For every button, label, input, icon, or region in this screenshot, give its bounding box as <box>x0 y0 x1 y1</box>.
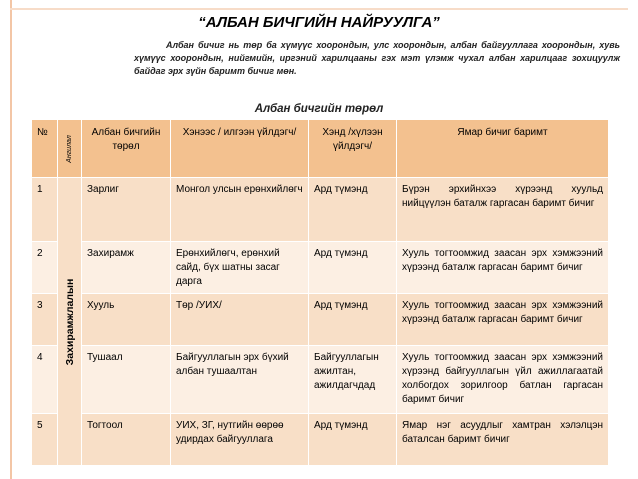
row-type: Зарлиг <box>82 178 171 242</box>
row-document: Хууль тогтоомжид заасан эрх хэмжээний хүрээнд баталж гаргасан баримт бичиг <box>397 294 609 346</box>
category-cell <box>58 178 82 466</box>
row-number: 4 <box>32 346 58 414</box>
slide-title: “АЛБАН БИЧГИЙН НАЙРУУЛГА” <box>198 14 440 31</box>
table-row <box>32 178 609 242</box>
row-number: 2 <box>32 242 58 294</box>
slide-frame-top <box>10 8 628 10</box>
header-issuer: Хэнээс / илгээн үйлдэгч/ <box>171 120 309 178</box>
row-recipient: Ард түмэнд <box>309 294 397 346</box>
row-document: Хууль тогтоомжид заасан эрх хэмжээний хүрээнд байгууллагын үйл ажиллагаатай холбогдох зорилгоор батлан гаргасан баримт бичиг <box>397 346 609 414</box>
table-row <box>32 346 609 414</box>
header-recipient: Хэнд /хүлээн үйлдэгч/ <box>309 120 397 178</box>
row-issuer: УИХ, ЗГ, нутгийн өөрөө удирдах байгууллага <box>171 414 309 466</box>
row-document: Бүрэн эрхийнхээ хүрээнд хуульд нийцүүлэн баталж гаргасан баримт бичиг <box>397 178 609 242</box>
row-issuer: Ерөнхийлөгч, ерөнхий сайд, бүх шатны засаг дарга <box>171 242 309 294</box>
row-recipient: Ард түмэнд <box>309 178 397 242</box>
table-row <box>32 294 609 346</box>
row-type: Тогтоол <box>82 414 171 466</box>
header-number: № <box>32 120 58 178</box>
row-recipient: Байгууллагын ажилтан, ажилдагчдад <box>309 346 397 414</box>
slide-frame-left <box>10 0 12 479</box>
table-subtitle: Албан бичгийн төрөл <box>254 103 384 115</box>
header-document: Ямар бичиг баримт <box>397 120 609 178</box>
row-number: 5 <box>32 414 58 466</box>
row-issuer: Байгууллагын эрх бүхий албан тушаалтан <box>171 346 309 414</box>
document-types-table <box>31 119 609 466</box>
row-type: Тушаал <box>82 346 171 414</box>
category-label: Захирамжлалын <box>63 278 76 365</box>
table-row <box>32 414 609 466</box>
row-issuer: Монгол улсын ерөнхийлөгч <box>171 178 309 242</box>
row-document: Ямар нэг асуудлыг хамтран хэлэлцэн баталсан баримт бичиг <box>397 414 609 466</box>
row-type: Хууль <box>82 294 171 346</box>
table-header-row <box>32 120 609 178</box>
row-issuer: Төр /УИХ/ <box>171 294 309 346</box>
intro-paragraph: Албан бичиг нь төр ба хүмүүс хоорондын, улс хоорондын, албан байгууллага хоорондын, хувь хүмүүс хоорондын, нийгмийн, иргэний харилцааны гэх мэт үлэмж чухал албан харилцааг зохицуулж байдаг эрх зүйн баримт бичиг мөн. <box>134 40 620 76</box>
row-number: 1 <box>32 178 58 242</box>
header-type: Албан бичгийн төрөл <box>82 120 171 178</box>
row-type: Захирамж <box>82 242 171 294</box>
row-recipient: Ард түмэнд <box>309 414 397 466</box>
header-category-label: Ангилал <box>65 134 73 163</box>
table-row <box>32 242 609 294</box>
row-document: Хууль тогтоомжид заасан эрх хэмжээний хүрээнд баталж гаргасан баримт бичиг <box>397 242 609 294</box>
row-recipient: Ард түмэнд <box>309 242 397 294</box>
header-category <box>58 120 82 178</box>
row-number: 3 <box>32 294 58 346</box>
